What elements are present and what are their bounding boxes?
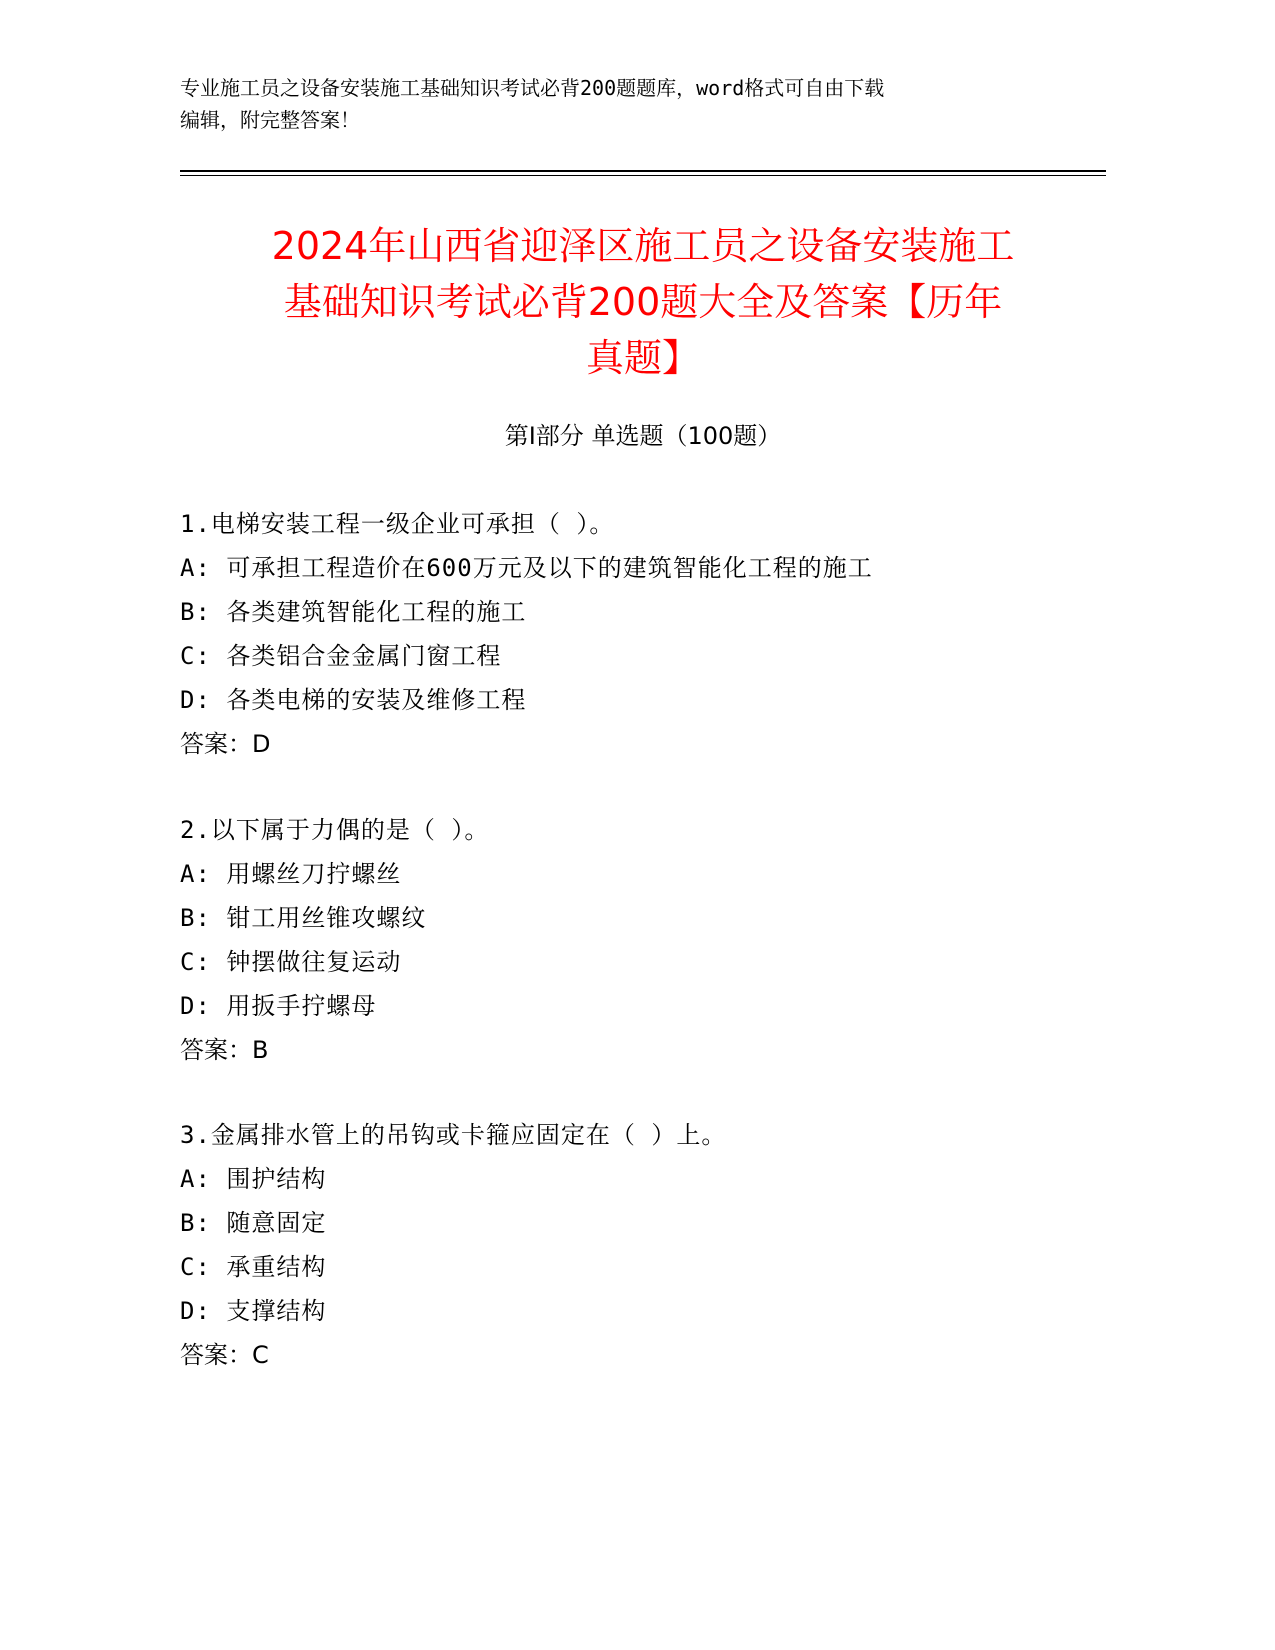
- option-b: B: 钳工用丝锥攻螺纹: [180, 904, 427, 932]
- header-divider-thin: [180, 175, 1106, 176]
- option-a: A: 用螺丝刀拧螺丝: [180, 860, 402, 888]
- question-stem: 2.以下属于力偶的是（ ）。: [180, 816, 490, 844]
- option-d: D: 用扳手拧螺母: [180, 992, 377, 1020]
- title-line-1: 2024年山西省迎泽区施工员之设备安装施工: [271, 224, 1015, 268]
- question-1: [180, 502, 1080, 766]
- document-title: [180, 218, 1106, 386]
- option-b: B: 随意固定: [180, 1209, 327, 1237]
- option-c: C: 钟摆做往复运动: [180, 948, 402, 976]
- question-2: [180, 808, 1080, 1072]
- header-divider-thick: [180, 170, 1106, 172]
- answer: 答案：B: [180, 1036, 269, 1064]
- option-b: B: 各类建筑智能化工程的施工: [180, 598, 527, 626]
- section-heading: 第Ⅰ部分 单选题（100题）: [504, 422, 782, 450]
- title-line-3: 真题】: [585, 336, 700, 380]
- option-c: C: 承重结构: [180, 1253, 327, 1281]
- option-d: D: 支撑结构: [180, 1297, 327, 1325]
- question-stem: 3.金属排水管上的吊钩或卡箍应固定在（ ）上。: [180, 1121, 727, 1149]
- option-c: C: 各类铝合金金属门窗工程: [180, 642, 502, 670]
- option-a: A: 围护结构: [180, 1165, 327, 1193]
- header-note-line-1: 专业施工员之设备安装施工基础知识考试必背200题题库，word格式可自由下载: [180, 76, 885, 100]
- answer: 答案：C: [180, 1341, 269, 1369]
- option-d: D: 各类电梯的安装及维修工程: [180, 686, 527, 714]
- question-stem: 1.电梯安装工程一级企业可承担（ ）。: [180, 510, 615, 538]
- header-note-line-2: 编辑，附完整答案！: [180, 108, 360, 132]
- question-3: [180, 1113, 1080, 1377]
- option-a: A: 可承担工程造价在600万元及以下的建筑智能化工程的施工: [180, 554, 873, 582]
- header-note: [180, 72, 1060, 136]
- answer: 答案：D: [180, 730, 271, 758]
- title-line-2: 基础知识考试必背200题大全及答案【历年: [283, 280, 1003, 324]
